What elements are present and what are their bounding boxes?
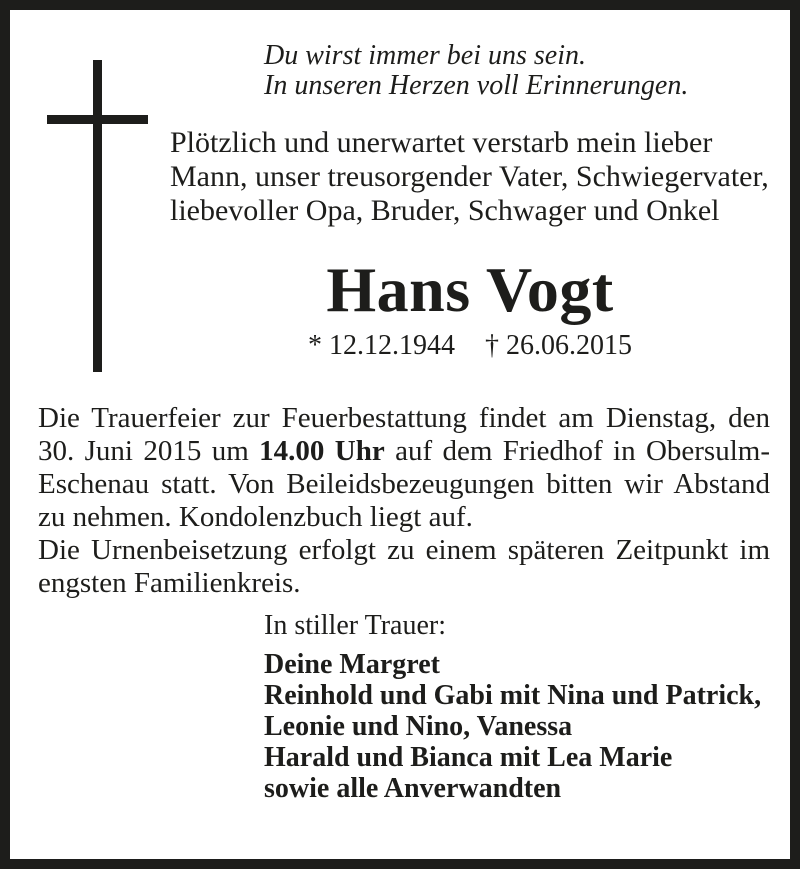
funeral-announcement [38,402,770,600]
text-segment: 30. Juni 2015 um [38,435,260,467]
mourner-line: Deine Margret [264,649,440,680]
mourner-line: Reinhold und Gabi mit Nina und Patrick, [264,680,762,711]
announcement-line [38,468,770,501]
deceased-name: Hans Vogt [326,254,614,325]
text-segment: auf dem Friedhof in Obersulm- [384,435,770,467]
bold-text-segment: 14.00 Uhr [259,435,385,467]
text-segment: Die Urnenbeisetzung erfolgt zu einem späteren Zeitpunkt im [38,534,770,566]
memorial-cross-vertical-bar [93,60,102,372]
death-cross-symbol: † [485,330,499,361]
intro-line: liebevoller Opa, Bruder, Schwager und Onkel [170,194,720,227]
text-segment: Die Trauerfeier zur Feuerbestattung findet am Dienstag, den [38,402,770,434]
birth-date-value: 12.12.1944 [329,330,455,361]
announcement-line [38,534,770,567]
birth-date [308,332,455,360]
epigraph [264,41,688,101]
memorial-cross-horizontal-bar [47,115,148,124]
text-segment: Eschenau statt. Von Beileidsbezeugungen bitten wir Abstand [38,468,770,500]
intro-line: Plötzlich und unerwartet verstarb mein lieber [170,126,713,159]
announcement-line [38,435,770,468]
birth-symbol: * [308,330,322,361]
text-segment: engsten Familienkreis. [38,567,301,599]
epigraph-line: In unseren Herzen voll Erinnerungen. [264,70,689,101]
life-dates [170,332,770,360]
announcement-line [38,501,770,534]
mourner-line: Harald und Bianca mit Lea Marie [264,742,673,773]
intro-line: Mann, unser treusorgender Vater, Schwiegervater, [170,160,769,193]
intro-text [170,126,769,228]
mourner-line: sowie alle Anverwandten [264,773,562,804]
mourning-heading: In stiller Trauer: [264,610,446,641]
epigraph-line: Du wirst immer bei uns sein. [264,40,586,71]
death-date-value: 26.06.2015 [506,330,632,361]
mourners-list [264,649,761,804]
mourner-line: Leonie und Nino, Vanessa [264,711,573,742]
announcement-line [38,567,770,600]
text-segment: zu nehmen. Kondolenzbuch liegt auf. [38,501,473,533]
death-date [485,332,632,360]
announcement-line [38,402,770,435]
